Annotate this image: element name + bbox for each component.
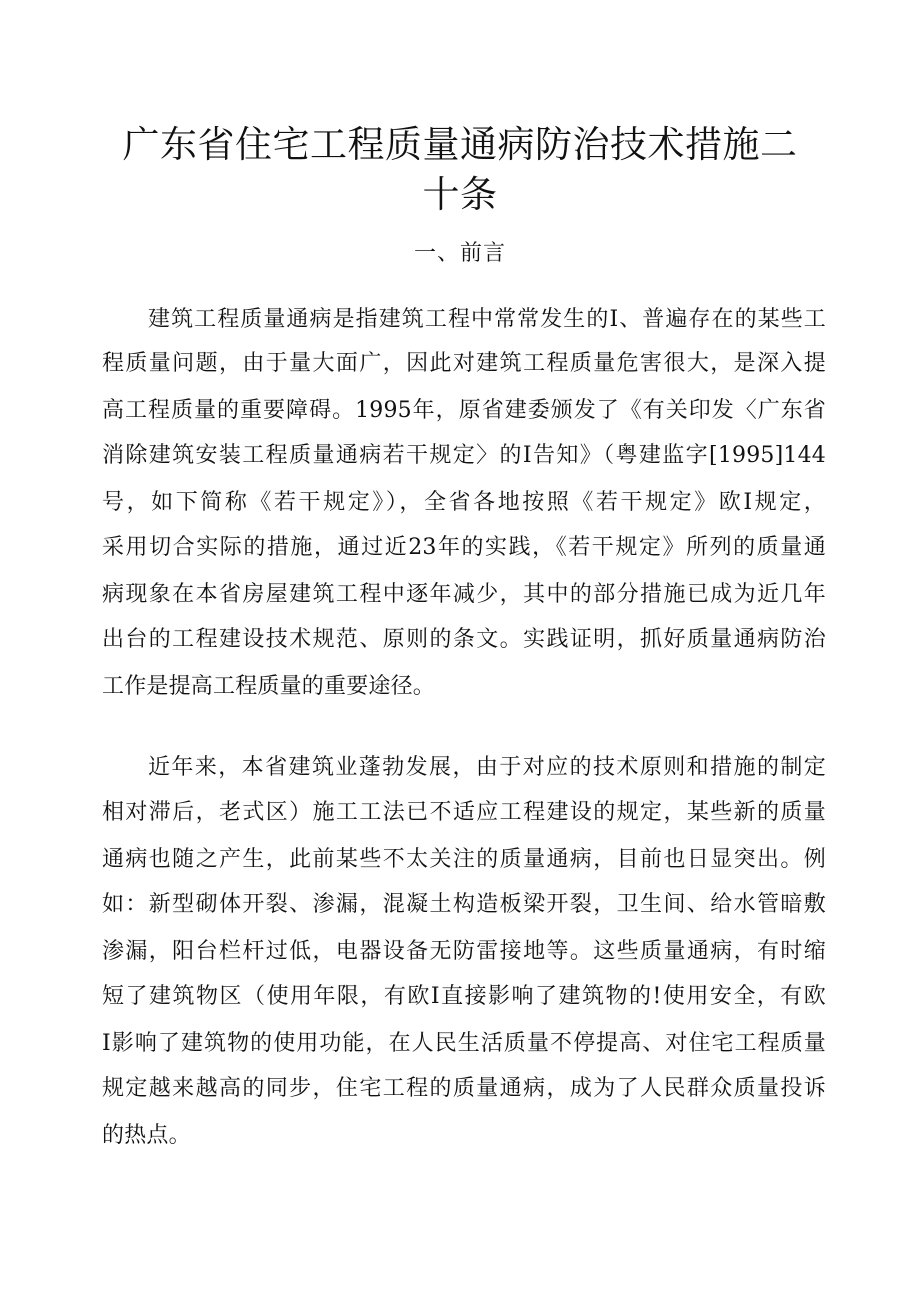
paragraph-line: 通病也随之产生，此前某些不太关注的质量通病，目前也日显突出。例 bbox=[102, 847, 826, 872]
document-title-line-1: 广东省住宅工程质量通病防治技术措施二 bbox=[122, 123, 798, 166]
paragraph-line: 建筑工程质量通病是指建筑工程中常常发生的I、普遍存在的某些工 bbox=[148, 307, 826, 332]
paragraph-line: 高工程质量的重要障碍。1995年，原省建委颁发了《有关印发〈广东省 bbox=[102, 398, 826, 423]
paragraph-line: 消除建筑安装工程质量通病若干规定〉的I告知》（粤建监字[1995]144 bbox=[102, 443, 826, 468]
paragraph-line: 近年来，本省建筑业蓬勃发展，由于对应的技术原则和措施的制定 bbox=[148, 755, 826, 780]
paragraph-line: 规定越来越高的同步，住宅工程的质量通病，成为了人民群众质量投诉 bbox=[102, 1076, 826, 1101]
paragraph-line: 出台的工程建设技术规范、原则的条文。实践证明，抓好质量通病防治 bbox=[102, 627, 826, 652]
document-title-line-2: 十条 bbox=[422, 173, 498, 216]
paragraph-line: I影响了建筑物的使用功能，在人民生活质量不停提高、对住宅工程质量 bbox=[102, 1031, 826, 1056]
paragraph-line: 工作是提高工程质量的重要途径。 bbox=[102, 674, 436, 699]
paragraph-line: 的热点。 bbox=[102, 1123, 191, 1148]
section-heading: 一、前言 bbox=[413, 241, 506, 266]
paragraph-line: 程质量问题，由于量大面广，因此对建筑工程质量危害很大，是深入提 bbox=[102, 351, 826, 376]
paragraph-line: 渗漏，阳台栏杆过低，电器设备无防雷接地等。这些质量通病，有时缩 bbox=[102, 939, 826, 964]
paragraph-line: 号，如下简称《若干规定》），全省各地按照《若干规定》欧I规定， bbox=[102, 490, 826, 515]
paragraph-line: 病现象在本省房屋建筑工程中逐年减少，其中的部分措施已成为近几年 bbox=[102, 582, 826, 607]
paragraph-line: 相对滞后，老式区）施工工法已不适应工程建设的规定，某些新的质量 bbox=[102, 800, 826, 825]
paragraph-line: 采用切合实际的措施，通过近23年的实践，《若干规定》所列的质量通 bbox=[102, 535, 826, 560]
paragraph-line: 如：新型砌体开裂、渗漏，混凝土构造板梁开裂，卫生间、给水管暗敷 bbox=[102, 892, 826, 917]
paragraph-line: 短了建筑物区（使用年限，有欧I直接影响了建筑物的!使用安全，有欧 bbox=[102, 984, 826, 1009]
